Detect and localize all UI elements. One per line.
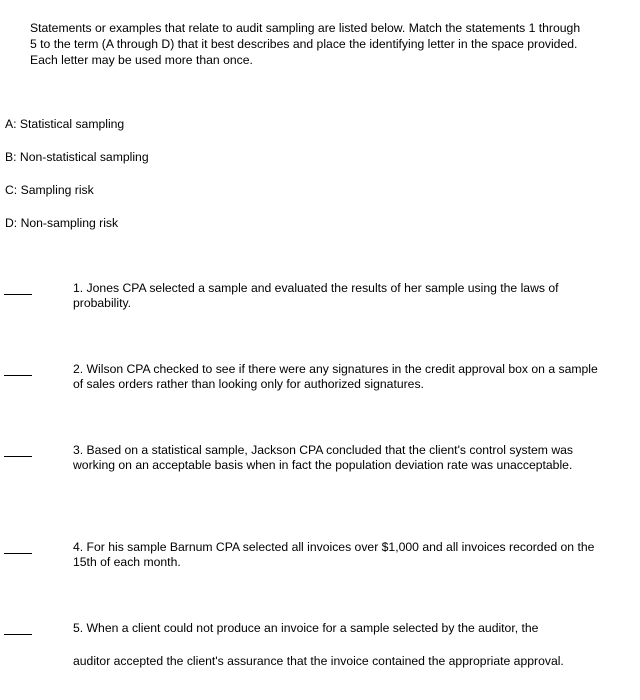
answer-blank-5[interactable]	[4, 634, 32, 635]
statement-5	[73, 621, 603, 669]
statement-1-text: 1. Jones CPA selected a sample and evaluated the results of her sample using the laws of probability.	[73, 281, 559, 310]
answer-blank-1[interactable]	[4, 294, 32, 295]
term-d-non-sampling-risk: D: Non-sampling risk	[5, 216, 119, 230]
term-b-non-statistical-sampling: B: Non-statistical sampling	[5, 150, 149, 164]
statement-2	[73, 362, 603, 392]
statement-5-text: 5. When a client could not produce an invoice for a sample selected by the auditor, the	[73, 621, 539, 635]
statement-3-text: 3. Based on a statistical sample, Jackson CPA concluded that the client's control system was working on an acceptable basis when in fact the population deviation rate was unacceptable.	[73, 443, 574, 472]
term-c-sampling-risk: C: Sampling risk	[5, 183, 94, 197]
instructions-text: Statements or examples that relate to audit sampling are listed below. Match the statements 1 through 5 to the term (A through D) that it best describes and place the identifying letter in the space provided. Each letter may be used more than once.	[30, 21, 581, 67]
statement-5-continuation: auditor accepted the client's assurance that the invoice contained the appropriate approval.	[73, 654, 564, 668]
answer-blank-3[interactable]	[4, 456, 32, 457]
statement-4	[73, 540, 603, 570]
term-a-statistical-sampling: A: Statistical sampling	[5, 117, 125, 131]
statement-3	[73, 443, 603, 473]
answer-blank-4[interactable]	[4, 553, 32, 554]
statement-2-text: 2. Wilson CPA checked to see if there were any signatures in the credit approval box on a sample of sales orders rather than looking only for authorized signatures.	[73, 362, 598, 391]
answer-blank-2[interactable]	[4, 375, 32, 376]
statement-1	[73, 281, 603, 311]
statement-4-text: 4. For his sample Barnum CPA selected all invoices over $1,000 and all invoices recorded on the 15th of each month.	[73, 540, 595, 569]
